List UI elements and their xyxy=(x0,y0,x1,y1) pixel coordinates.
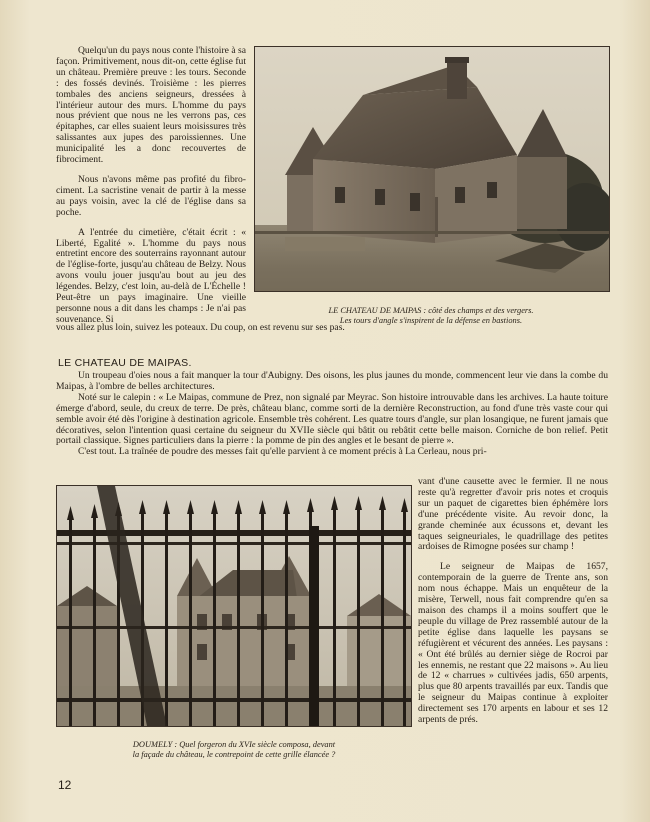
body-continuation xyxy=(56,323,608,334)
gate-photo xyxy=(56,485,412,727)
paragraph: Noté sur le calepin : « Le Maipas, commune de Prez, non signalé par Meyrac. Son histoire introuvable dans les archives. La haute toiture émerge d'abord, seule, du creux de terre. De près, château blanc, comme sorti de la dernière Reconstruction, au fond d'une très vaste cour qui semble avoir été dès l'origine à destination agricole. Ensemble très cohérent. Les quatre tours d'angle, sur plan losangique, ne furent jamais que décoratives, selon l'intention quasi certaine du seigneur du XVIIe siècle qui bâtit ou rebâtit cette belle maison. Corniche de bon relief. Petit portail classique. Signes particuliers dans la pierre : la pomme de pin des angles et le besant de pierre ». xyxy=(56,391,608,447)
paragraph: C'est tout. La traînée de poudre des messes fait qu'elle parvient à ce moment précis à La Cerleau, nous pri- xyxy=(78,446,487,458)
caption-line: DOUMELY : Quel forgeron du XVIe siècle composa, devant xyxy=(132,740,336,749)
caption-line: Les tours d'angle s'inspirent de la défense en bastions. xyxy=(339,316,523,325)
paragraph: vant d'une causette avec le fermier. Il ne nous reste qu'à regretter d'avoir pris notes et croquis sur un paquet de cigarettes bien éphémère lors d'une précédente visite. Au revoir donc, la grande cheminée aux écussons et, devant les taques seigneuriales, le quadrillage des petites ardoises de Rimogne posées sur champ ! xyxy=(418,476,608,553)
section-body xyxy=(56,371,608,458)
right-column xyxy=(418,477,608,726)
caption-line: la façade du château, le contrepoint de cette grille élancée ? xyxy=(132,750,336,759)
paragraph: Nous n'avons même pas profité du fibro-ciment. La sacristine venait de partir à la messe au pays voisin, avec la clé de l'église dans sa poche. xyxy=(56,173,246,218)
caption-line: LE CHATEAU DE MAIPAS : côté des champs et des vergers. xyxy=(328,306,534,315)
paragraph: A l'entrée du cimetière, c'était écrit : « Liberté, Egalité ». L'homme du pays nous entretint encore des souterrains rayonnant autour de l'église-forte, jusqu'au château de Belzy. Nous avons voulu jouer jusqu'au bout au jeu des légendes. Belzy, c'est loin, au-delà de L'Échelle ! Peut-être un pays imaginaire. Une vieille personne nous a dit dans les champs : Je n'ai pas souvenance. Si xyxy=(56,226,246,325)
paragraph: Un troupeau d'oies nous a fait manquer la tour d'Aubigny. Des oisons, les plus jaunes du monde, commencent leur vie dans la combe du Maipas, à l'ombre de belles architectures. xyxy=(56,370,608,392)
section-title: LE CHATEAU DE MAIPAS. xyxy=(58,357,192,369)
photo-caption xyxy=(62,740,406,760)
page-number: 12 xyxy=(58,778,72,792)
paragraph: vous allez plus loin, suivez les poteaux. Du coup, on est revenu sur ses pas. xyxy=(56,322,345,333)
left-column xyxy=(56,46,246,326)
paragraph: Quelqu'un du pays nous conte l'histoire à sa façon. Primitivement, nous dit-on, cette église fut un château. Première preuve : les tours. Seconde : des fossés devinés. Troisième : les pierres tombales des anciens seigneurs, dressées à l'intérieur autour des murs. L'homme du pays nous prévient que nous ne les verrons pas, ces épitaphes, car elles suaient leurs moisissures très salissantes aux jupes des paroissiennes. Une municipalité les a donc recouvertes de fibrociment. xyxy=(56,45,246,166)
chateau-photo xyxy=(254,46,610,292)
paragraph: Le seigneur de Maipas de 1657, contemporain de la guerre de Trente ans, son nom nous échappe. Mais un enquêteur de la misère, Terwell, nous fait comprendre qu'en sa maison des champs il a moins souffert que le peuple du village de Prez rassemblé autour de la petite église dans laquelle les paysans se réfugièrent et vécurent des années. Les paysans : « Ont été brûlés au dernier siège de Rocroi par les ennemis, ne restant que 22 maisons ». Au lieu de 12 « charrues » cultivées jadis, 650 arpents, plus que 80 arpents travaillés par eux. Tandis que le seigneur du Maipas continue à exploiter directement ses 170 arpents en labour et ses 12 arpents de prés. xyxy=(418,561,608,726)
